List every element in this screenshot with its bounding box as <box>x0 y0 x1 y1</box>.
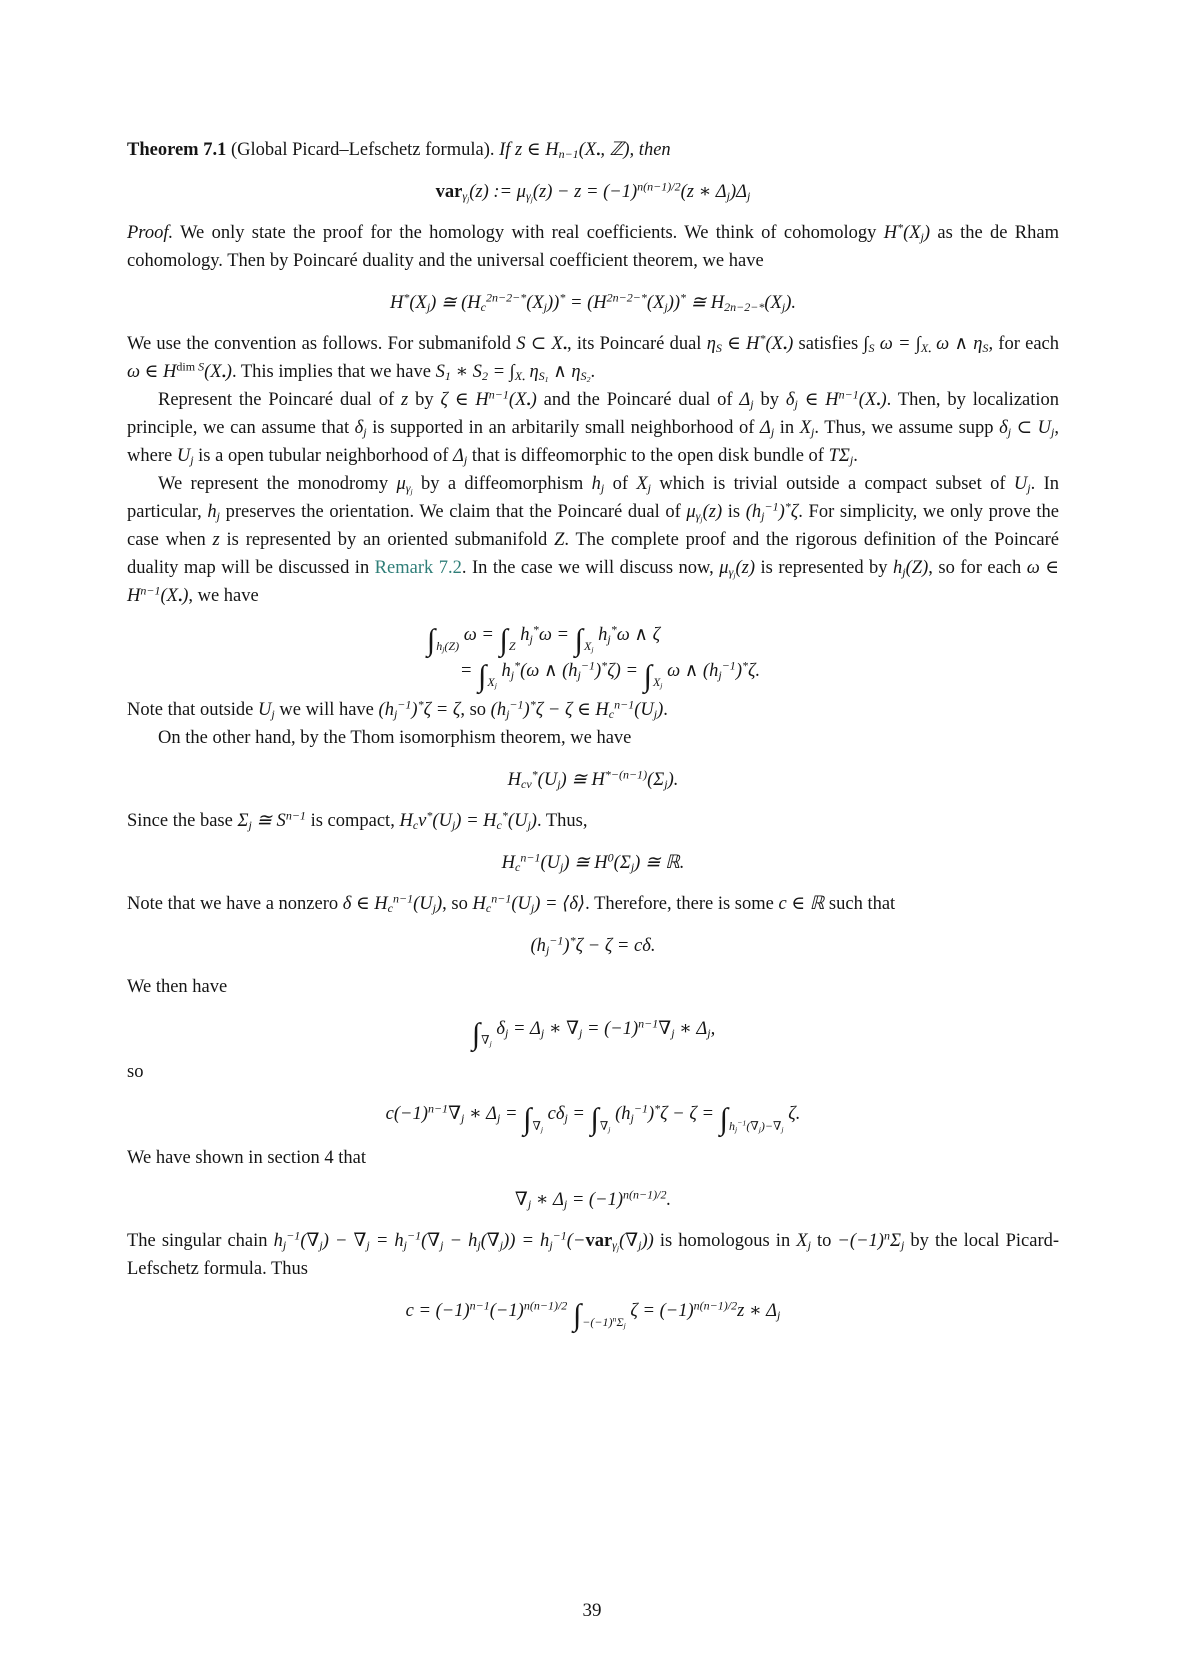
page-number: 39 <box>582 1600 602 1621</box>
equation-variation: var$_{\gamma_j}$(z) := $\mu_{\gamma_j}(z) - z = (-1)^{n(n-1)/2}(z$ ∗ $\Delta_j)\Delta_j$ <box>435 179 751 204</box>
paragraph-thom: On the other hand, by the Thom isomorphism theorem, we have <box>158 728 632 749</box>
equation-chain-integral: $c(-1)^{n-1}\nabla_j$ ∗ $\Delta_j = \int_{\nabla_j}$ $c\delta_j = \int_{\nabla_j}$ $(h_j^{-1})^*\zeta - \zeta = \int_{h_j^{-1}(\nabla_j)-\nabla_j}$ ζ. <box>385 1101 801 1137</box>
paragraph-so: so <box>127 1062 144 1083</box>
paragraph-section-4: We have shown in section 4 that <box>127 1147 366 1168</box>
equation-final-c: $c = (-1)^{n-1}(-1)^{n(n-1)/2}$ $\int_{-(-1)^n\Sigma_j}$ $\zeta = (-1)^{n(n-1)/2}z$ ∗ $\Delta_j$ <box>405 1297 781 1333</box>
equation-pullback-line-1: $\int_{h_j(Z)}$ $\omega = \int_Z$ $h_j^*\omega = \int_{X_j}$ $h_j^*\omega$ ∧ ζ <box>426 622 661 657</box>
theorem-heading: Theorem 7.1 (Global Picard–Lefschetz formula). If z ∈ $H_{n-1}(X_•$, ℤ), then <box>127 140 671 161</box>
paragraph-monodromy: We represent the monodromy $\mu_{\gamma_j}$ by a diffeomorphism $h_j$ of $X_j$ which is trivial outside a compact subset of $U_j$. In particular, $h_j$ preserves the orientation. We claim that the Poincaré dual of $\mu_{\gamma_j}(z)$ is $(h_j^{-1})^*\zeta$. For simplicity, we only prove the case when z is represented by an oriented submanifold Z. The complete proof and the rigorous definition of the Poincaré duality map will be discussed in Remark 7.2. In the case we will discuss now, $\mu_{\gamma_j}(z)$ is represented by $h_j(Z)$, so for each ω ∈ $H^{n-1}(X_•)$, we have <box>127 473 1060 607</box>
equation-poincare-duality: $H^*(X_j)$ ≅ $(H_c^{2n-2-*}(X_j))^* = (H^{2n-2-*}(X_j))^*$ ≅ $H_{2n-2-*}(X_j)$. <box>389 290 797 314</box>
equation-h0-real: $H_c^{n-1}(U_j)$ ≅ $H^0(\Sigma_j)$ ≅ ℝ. <box>501 850 685 875</box>
paragraph-nonzero-delta: Note that we have a nonzero δ ∈ $H_c^{n-1}(U_j)$, so $H_c^{n-1}(U_j)$ = ⟨δ⟩. Therefore, there is some c ∈ ℝ such that <box>127 891 896 916</box>
paragraph-singular-chain: The singular chain $h_j^{-1}(\nabla_j) - \nabla_j = h_j^{-1}(\nabla_j - h_j(\nabla_j)) = h_j^{-1}(-var_{\gamma_j}(\nabla_j))$ is homologous in $X_j$ to $-(-1)^n\Sigma_j$ by the local Picard-Lefschetz formula. Thus <box>127 1227 1060 1279</box>
paragraph-convention: We use the convention as follows. For submanifold S ⊂ $X_•$, its Poincaré dual $\eta_S$ ∈ $H^*(X_•)$ satisfies $\int_S$ $\omega = \int_{X_•}$ ω ∧ $\eta_S$, for each ω ∈ $H^{dim S}(X_•)$. This implies that we have $S_1$ ∗ $S_2 = \int_{X_•}$ $\eta_{S_1}$ ∧ $\eta_{S_2}$. <box>127 331 1059 384</box>
equation-thom-isomorphism: $H_{cv}^*(U_j)$ ≅ $H^{*-(n-1)}(\Sigma_j)$. <box>507 767 679 792</box>
equation-c-delta: $(h_j^{-1})^*\zeta - \zeta = c\delta$. <box>530 933 656 958</box>
remark-link[interactable]: Remark 7.2 <box>374 557 462 578</box>
equation-pullback-line-2: = $\int_{X_j}$ $h_j^*(\omega$ ∧ $(h_j^{-1})^*\zeta) = \int_{X_j}$ ω ∧ $(h_j^{-1})^*\zeta$. <box>459 658 761 693</box>
paragraph-we-then-have: We then have <box>127 977 228 998</box>
paragraph-proof: Proof. We only state the proof for the homology with real coefficients. We think of cohomology $H^*(X_j)$ as the de Rham cohomology. Then by Poincaré duality and the universal coefficient theorem, we have <box>127 220 1059 271</box>
equation-intersection-numbers: $\int_{\nabla_j}$ $\delta_j = \Delta_j$ ∗ $\nabla_j = (-1)^{n-1}\nabla_j$ ∗ $\Delta_j$, <box>471 1016 716 1051</box>
equation-self-intersection: $\nabla_j$ ∗ $\Delta_j = (-1)^{n(n-1)/2}$. <box>514 1186 672 1211</box>
paragraph-outside-uj: Note that outside $U_j$ we will have $(h_j^{-1})^*\zeta = \zeta$, so $(h_j^{-1})^*\zeta - \zeta$ ∈ $H_c^{n-1}(U_j)$. <box>127 697 668 722</box>
paragraph-compact-base: Since the base $\Sigma_j$ ≅ $S^{n-1}$ is compact, $H_cv^*(U_j) = H_c^*(U_j)$. Thus, <box>127 808 588 833</box>
paragraph-represent: Represent the Poincaré dual of z by ζ ∈ $H^{n-1}(X_•)$ and the Poincaré dual of $\Delta_j$ by $\delta_j$ ∈ $H^{n-1}(X_•)$. Then, by localization principle, we can assume that $\delta_j$ is supported in an arbitarily small neighborhood of $\Delta_j$ in $X_j$. Thus, we assume supp $\delta_j$ ⊂ $U_j$, where $U_j$ is a open tubular neighborhood of $\Delta_j$ that is diffeomorphic to the open disk bundle of $T\Sigma_j$. <box>127 387 1060 467</box>
equation-pullback-group <box>426 622 761 693</box>
page-content <box>127 136 1059 1340</box>
